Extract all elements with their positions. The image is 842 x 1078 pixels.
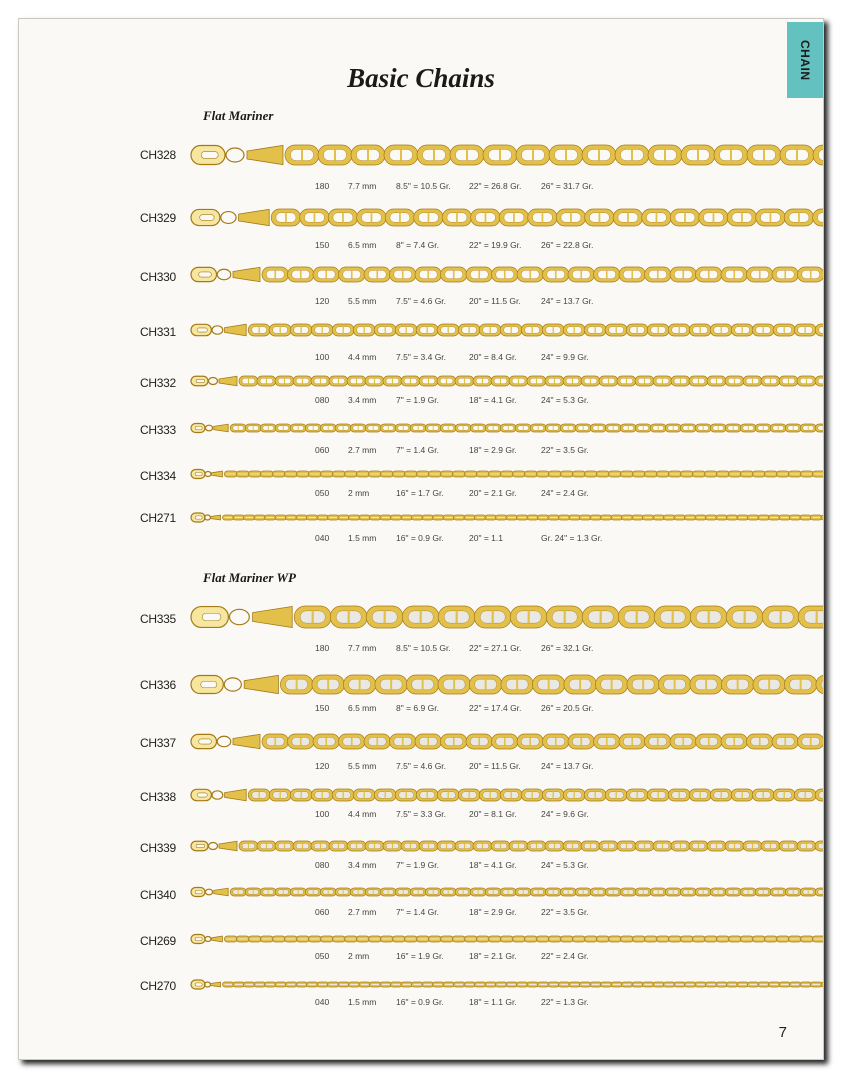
chain-weight-mid: 20" = 2.1 Gr. xyxy=(469,488,517,498)
chain-specs xyxy=(19,296,823,308)
chain-weight-mid: 22" = 17.4 Gr. xyxy=(469,703,522,713)
chain-image xyxy=(189,782,823,808)
chain-code: CH271 xyxy=(140,511,176,525)
chain-weight-mid: 22" = 19.9 Gr. xyxy=(469,240,522,250)
chain-width: 2 mm xyxy=(348,488,370,498)
chain-code: CH334 xyxy=(140,469,176,483)
chain-specs xyxy=(19,951,823,963)
catalog-page xyxy=(18,18,824,1060)
chain-weight-long: 24" = 13.7 Gr. xyxy=(541,296,594,306)
chain-specs xyxy=(19,445,823,457)
chain-specs xyxy=(19,809,823,821)
chain-image xyxy=(189,727,823,756)
chain-weight-short: 7" = 1.9 Gr. xyxy=(396,860,439,870)
chain-width: 1.5 mm xyxy=(348,997,377,1007)
chain-code: CH338 xyxy=(140,790,176,804)
chain-weight-long: 22" = 2.4 Gr. xyxy=(541,951,589,961)
chain-specs xyxy=(19,395,823,407)
chain-gauge: 080 xyxy=(315,860,330,870)
chain-image xyxy=(189,668,823,701)
chain-weight-short: 7.5" = 3.3 Gr. xyxy=(396,809,447,819)
chain-weight-short: 8" = 7.4 Gr. xyxy=(396,240,439,250)
chain-weight-mid: 22" = 27.1 Gr. xyxy=(469,643,522,653)
chain-code: CH330 xyxy=(140,270,176,284)
chain-weight-long: 26" = 32.1 Gr. xyxy=(541,643,594,653)
chain-weight-short: 7" = 1.4 Gr. xyxy=(396,907,439,917)
chain-specs xyxy=(19,181,823,193)
chain-gauge: 050 xyxy=(315,488,330,498)
chain-code: CH339 xyxy=(140,841,176,855)
chain-width: 6.5 mm xyxy=(348,703,377,713)
chain-image xyxy=(189,464,823,484)
chain-gauge: 040 xyxy=(315,997,330,1007)
chain-weight-short: 7.5" = 3.4 Gr. xyxy=(396,352,447,362)
chain-code: CH270 xyxy=(140,979,176,993)
chain-gauge: 060 xyxy=(315,907,330,917)
chain-weight-long: 24" = 5.3 Gr. xyxy=(541,860,589,870)
chain-code: CH332 xyxy=(140,376,176,390)
chain-image xyxy=(189,834,823,858)
chain-weight-short: 7" = 1.9 Gr. xyxy=(396,395,439,405)
chain-specs xyxy=(19,997,823,1009)
chain-image xyxy=(189,881,823,903)
chain-width: 2.7 mm xyxy=(348,445,377,455)
chain-code: CH328 xyxy=(140,148,176,162)
chain-weight-short: 16" = 1.7 Gr. xyxy=(396,488,444,498)
chain-weight-long: 24" = 9.9 Gr. xyxy=(541,352,589,362)
chain-image xyxy=(189,975,823,994)
chain-specs xyxy=(19,488,823,500)
chain-width: 5.5 mm xyxy=(348,761,377,771)
chain-code: CH337 xyxy=(140,736,176,750)
chain-gauge: 120 xyxy=(315,761,330,771)
chain-weight-long: 22" = 3.5 Gr. xyxy=(541,907,589,917)
chain-image xyxy=(189,260,823,289)
chain-width: 4.4 mm xyxy=(348,352,377,362)
chain-specs xyxy=(19,860,823,872)
chain-weight-short: 16" = 0.9 Gr. xyxy=(396,997,444,1007)
chain-image xyxy=(189,202,823,233)
page-number: 7 xyxy=(778,1024,787,1041)
chain-weight-short: 8.5" = 10.5 Gr. xyxy=(396,643,451,653)
chain-gauge: 040 xyxy=(315,533,330,543)
chain-weight-mid: 18" = 2.1 Gr. xyxy=(469,951,517,961)
chain-tab-label: CHAIN xyxy=(798,39,812,81)
chain-image xyxy=(189,317,823,343)
chain-width: 7.7 mm xyxy=(348,181,377,191)
chain-gauge: 100 xyxy=(315,809,330,819)
section-title-flat-mariner-wp: Flat Mariner WP xyxy=(203,570,296,585)
chain-weight-long: 22" = 1.3 Gr. xyxy=(541,997,589,1007)
page-title: Basic Chains xyxy=(347,63,495,93)
chain-width: 7.7 mm xyxy=(348,643,377,653)
chain-gauge: 150 xyxy=(315,240,330,250)
chain-weight-mid: 20" = 11.5 Gr. xyxy=(469,761,521,771)
chain-gauge: 180 xyxy=(315,643,330,653)
chain-image xyxy=(189,417,823,439)
chain-image xyxy=(189,138,823,172)
chain-weight-mid: 20" = 8.1 Gr. xyxy=(469,809,517,819)
chain-code: CH329 xyxy=(140,211,176,225)
chain-gauge: 180 xyxy=(315,181,330,191)
chain-specs xyxy=(19,643,823,655)
chain-width: 3.4 mm xyxy=(348,395,377,405)
chain-width: 2.7 mm xyxy=(348,907,377,917)
chain-width: 1.5 mm xyxy=(348,533,377,543)
chain-weight-mid: 20" = 11.5 Gr. xyxy=(469,296,521,306)
chain-specs xyxy=(19,533,823,545)
chain-gauge: 060 xyxy=(315,445,330,455)
chain-width: 3.4 mm xyxy=(348,860,377,870)
chain-image xyxy=(189,929,823,949)
chain-width: 4.4 mm xyxy=(348,809,377,819)
chain-image xyxy=(189,599,823,635)
chain-weight-mid: 18" = 4.1 Gr. xyxy=(469,860,517,870)
chain-width: 6.5 mm xyxy=(348,240,377,250)
chain-weight-short: 8.5" = 10.5 Gr. xyxy=(396,181,451,191)
chain-code: CH340 xyxy=(140,888,176,902)
chain-code: CH336 xyxy=(140,678,176,692)
chain-code: CH269 xyxy=(140,934,176,948)
chain-weight-mid: 18" = 4.1 Gr. xyxy=(469,395,517,405)
chain-specs xyxy=(19,761,823,773)
chain-weight-short: 16" = 1.9 Gr. xyxy=(396,951,444,961)
chain-code: CH331 xyxy=(140,325,176,339)
chain-weight-short: 7.5" = 4.6 Gr. xyxy=(396,761,447,771)
chain-gauge: 150 xyxy=(315,703,330,713)
chain-image xyxy=(189,508,823,527)
chain-weight-long: 26" = 20.5 Gr. xyxy=(541,703,594,713)
chain-weight-mid: 18" = 2.9 Gr. xyxy=(469,445,517,455)
chain-weight-short: 16" = 0.9 Gr. xyxy=(396,533,444,543)
section-title-flat-mariner: Flat Mariner xyxy=(203,108,274,123)
chain-weight-mid: 20" = 1.1 xyxy=(469,533,503,543)
chain-weight-long: 24" = 5.3 Gr. xyxy=(541,395,589,405)
chain-weight-long: 26" = 22.8 Gr. xyxy=(541,240,594,250)
chain-specs xyxy=(19,703,823,715)
chain-gauge: 080 xyxy=(315,395,330,405)
chain-width: 5.5 mm xyxy=(348,296,377,306)
chain-weight-long: 24" = 2.4 Gr. xyxy=(541,488,589,498)
chain-gauge: 050 xyxy=(315,951,330,961)
chain-specs xyxy=(19,240,823,252)
chain-weight-mid: 20" = 8.4 Gr. xyxy=(469,352,517,362)
chain-weight-long: 26" = 31.7 Gr. xyxy=(541,181,594,191)
chain-width: 2 mm xyxy=(348,951,370,961)
chain-gauge: 120 xyxy=(315,296,330,306)
chain-weight-short: 8" = 6.9 Gr. xyxy=(396,703,439,713)
chain-weight-short: 7" = 1.4 Gr. xyxy=(396,445,439,455)
chain-specs xyxy=(19,907,823,919)
chain-specs xyxy=(19,352,823,364)
chain-weight-long: 24" = 13.7 Gr. xyxy=(541,761,594,771)
chain-weight-mid: 22" = 26.8 Gr. xyxy=(469,181,522,191)
chain-weight-long: 24" = 9.6 Gr. xyxy=(541,809,589,819)
chain-code: CH335 xyxy=(140,612,176,626)
chain-weight-short: 7.5" = 4.6 Gr. xyxy=(396,296,447,306)
chain-weight-mid: 18" = 1.1 Gr. xyxy=(469,997,517,1007)
chain-gauge: 100 xyxy=(315,352,330,362)
chain-weight-long: Gr. 24" = 1.3 Gr. xyxy=(541,533,603,543)
chain-image xyxy=(189,369,823,393)
chain-code: CH333 xyxy=(140,423,176,437)
chain-weight-long: 22" = 3.5 Gr. xyxy=(541,445,589,455)
chain-weight-mid: 18" = 2.9 Gr. xyxy=(469,907,517,917)
